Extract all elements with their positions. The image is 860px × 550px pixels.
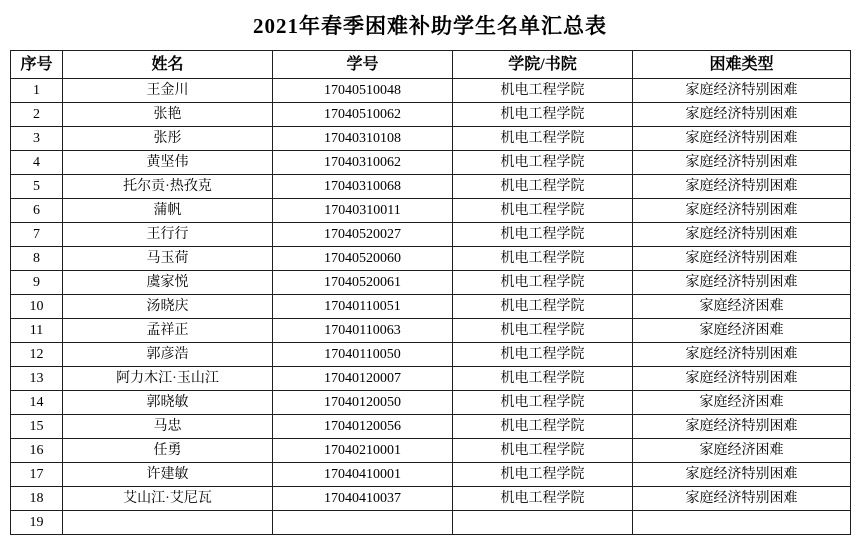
cell-name: 马忠 [63,415,273,439]
cell-index: 6 [11,199,63,223]
cell-college: 机电工程学院 [453,103,633,127]
cell-difficulty-type: 家庭经济特别困难 [633,367,851,391]
cell-difficulty-type: 家庭经济特别困难 [633,79,851,103]
table-row [11,199,851,223]
cell-difficulty-type: 家庭经济特别困难 [633,223,851,247]
cell-name: 张彤 [63,127,273,151]
cell-index: 4 [11,151,63,175]
table-row [11,151,851,175]
student-roster-table [10,50,851,535]
cell-name: 王金川 [63,79,273,103]
cell-difficulty-type: 家庭经济特别困难 [633,247,851,271]
cell-difficulty-type: 家庭经济困难 [633,319,851,343]
cell-name: 任勇 [63,439,273,463]
cell-studentid: 17040510048 [273,79,453,103]
cell-index: 12 [11,343,63,367]
cell-college: 机电工程学院 [453,271,633,295]
cell-college: 机电工程学院 [453,247,633,271]
cell-studentid: 17040120050 [273,391,453,415]
cell-index: 10 [11,295,63,319]
cell-college [453,511,633,535]
cell-difficulty-type: 家庭经济特别困难 [633,343,851,367]
cell-difficulty-type: 家庭经济特别困难 [633,415,851,439]
cell-college: 机电工程学院 [453,151,633,175]
column-header-college: 学院/书院 [453,51,633,79]
cell-college: 机电工程学院 [453,487,633,511]
cell-name: 马玉荷 [63,247,273,271]
cell-college: 机电工程学院 [453,391,633,415]
cell-studentid: 17040510062 [273,103,453,127]
table-container [0,50,860,535]
cell-studentid: 17040520060 [273,247,453,271]
table-row [11,487,851,511]
table-row [11,463,851,487]
table-row [11,415,851,439]
table-row [11,439,851,463]
table-row [11,175,851,199]
cell-index: 1 [11,79,63,103]
cell-studentid: 17040110063 [273,319,453,343]
cell-name: 虞家悦 [63,271,273,295]
cell-difficulty-type: 家庭经济困难 [633,439,851,463]
table-row [11,223,851,247]
cell-studentid: 17040410037 [273,487,453,511]
cell-college: 机电工程学院 [453,343,633,367]
cell-difficulty-type: 家庭经济特别困难 [633,271,851,295]
cell-studentid: 17040520061 [273,271,453,295]
cell-index: 16 [11,439,63,463]
column-header-index: 序号 [11,51,63,79]
cell-college: 机电工程学院 [453,439,633,463]
cell-studentid: 17040210001 [273,439,453,463]
cell-studentid: 17040120007 [273,367,453,391]
cell-studentid [273,511,453,535]
table-row [11,247,851,271]
table-header-row [11,51,851,79]
cell-name [63,511,273,535]
cell-name: 艾山江·艾尼瓦 [63,487,273,511]
cell-difficulty-type: 家庭经济特别困难 [633,103,851,127]
cell-difficulty-type: 家庭经济困难 [633,295,851,319]
cell-college: 机电工程学院 [453,367,633,391]
cell-studentid: 17040120056 [273,415,453,439]
table-row [11,127,851,151]
cell-name: 王行行 [63,223,273,247]
cell-index: 17 [11,463,63,487]
cell-index: 18 [11,487,63,511]
cell-college: 机电工程学院 [453,223,633,247]
cell-index: 14 [11,391,63,415]
cell-index: 7 [11,223,63,247]
cell-index: 13 [11,367,63,391]
cell-difficulty-type: 家庭经济特别困难 [633,127,851,151]
cell-studentid: 17040310108 [273,127,453,151]
cell-college: 机电工程学院 [453,79,633,103]
cell-name: 黄坚伟 [63,151,273,175]
cell-college: 机电工程学院 [453,463,633,487]
cell-index: 15 [11,415,63,439]
cell-name: 郭晓敏 [63,391,273,415]
cell-name: 汤晓庆 [63,295,273,319]
cell-index: 19 [11,511,63,535]
cell-difficulty-type: 家庭经济特别困难 [633,151,851,175]
cell-name: 托尔贡·热孜克 [63,175,273,199]
cell-difficulty-type: 家庭经济特别困难 [633,175,851,199]
cell-studentid: 17040310068 [273,175,453,199]
cell-college: 机电工程学院 [453,175,633,199]
cell-difficulty-type: 家庭经济特别困难 [633,487,851,511]
cell-name: 孟祥正 [63,319,273,343]
cell-difficulty-type: 家庭经济困难 [633,391,851,415]
column-header-difficulty-type: 困难类型 [633,51,851,79]
table-body [11,79,851,535]
cell-difficulty-type: 家庭经济特别困难 [633,463,851,487]
cell-difficulty-type: 家庭经济特别困难 [633,199,851,223]
table-row [11,343,851,367]
table-row [11,391,851,415]
cell-index: 8 [11,247,63,271]
table-header [11,51,851,79]
cell-name: 郭彦浩 [63,343,273,367]
cell-studentid: 17040310011 [273,199,453,223]
cell-index: 2 [11,103,63,127]
cell-studentid: 17040310062 [273,151,453,175]
cell-college: 机电工程学院 [453,319,633,343]
cell-studentid: 17040520027 [273,223,453,247]
cell-college: 机电工程学院 [453,415,633,439]
cell-index: 3 [11,127,63,151]
cell-college: 机电工程学院 [453,295,633,319]
cell-name: 阿力木江·玉山江 [63,367,273,391]
cell-name: 许建敏 [63,463,273,487]
table-row [11,295,851,319]
cell-index: 5 [11,175,63,199]
column-header-studentid: 学号 [273,51,453,79]
cell-studentid: 17040110051 [273,295,453,319]
cell-difficulty-type [633,511,851,535]
cell-studentid: 17040410001 [273,463,453,487]
table-row [11,103,851,127]
cell-index: 9 [11,271,63,295]
table-row [11,511,851,535]
cell-name: 蒲帆 [63,199,273,223]
table-row [11,367,851,391]
cell-studentid: 17040110050 [273,343,453,367]
cell-college: 机电工程学院 [453,127,633,151]
cell-name: 张艳 [63,103,273,127]
column-header-name: 姓名 [63,51,273,79]
cell-index: 11 [11,319,63,343]
table-row [11,319,851,343]
table-row [11,79,851,103]
cell-college: 机电工程学院 [453,199,633,223]
page-title: 2021年春季困难补助学生名单汇总表 [253,14,607,38]
table-row [11,271,851,295]
